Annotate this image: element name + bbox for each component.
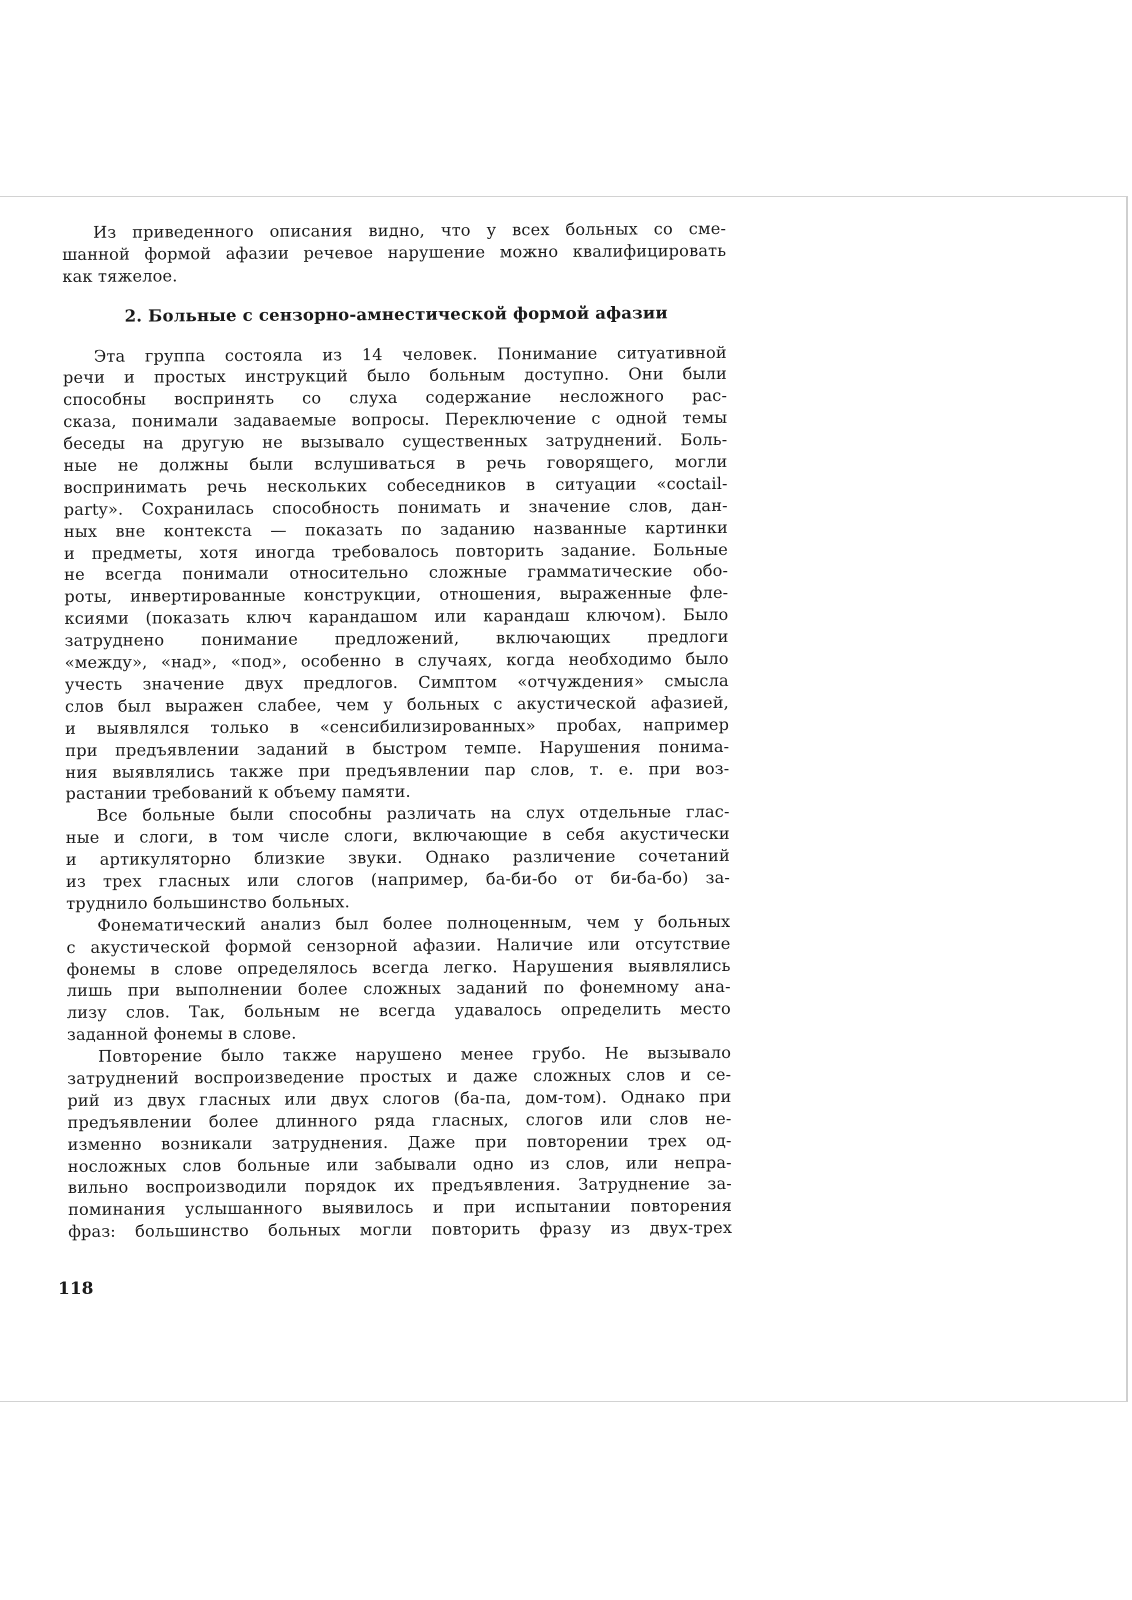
text-line: из трех гласных или слогов (например, ба-би-бо от би-ба-бо) за- xyxy=(65,867,731,891)
text-line: с акустической формой сензорной афазии. Наличие или отсутствие xyxy=(66,933,731,957)
text-line: и предметы, хотя иногда требовалось повторить задание. Больные xyxy=(63,539,729,563)
text-line: поминания услышанного выявилось и при испытании повторения xyxy=(67,1196,733,1220)
text-line: Все больные были способны различать на слух отдельные глас- xyxy=(96,802,730,826)
text-line: Фонематический анализ был более полноценным, чем у больных xyxy=(97,911,731,935)
text-line: рий из двух гласных или двух слогов (ба-па, дом-том). Однако при xyxy=(67,1086,732,1110)
text-line: и выявлялся только в «сенсибилизированных» пробах, например xyxy=(65,714,730,738)
section-heading: 2. Больные с сензорно-амнестической формой афазии xyxy=(124,301,668,326)
text-line: ные и слоги, в том числе слоги, включающие в себя акустически xyxy=(65,824,730,848)
text-line: растании требований к объему памяти. xyxy=(65,782,411,804)
text-line: Из приведенного описания видно, что у всех больных со сме- xyxy=(93,218,727,242)
paragraph-repetition xyxy=(67,1042,732,1243)
text-line: «между», «над», «под», особенно в случаях, когда необходимо было xyxy=(64,648,729,673)
text-line: party». Сохранилась способность понимать и значение слов, дан- xyxy=(63,495,728,519)
text-line: сказа, понимали задаваемые вопросы. Переключение с одной темы xyxy=(63,408,728,432)
text-line: ные не должны были вслушиваться в речь говорящего, могли xyxy=(63,451,728,476)
text-line: шанной формой афазии речевое нарушение можно квалифицировать xyxy=(62,240,727,264)
text-line: вильно воспроизводили порядок их предъявления. Затруднение за- xyxy=(67,1174,732,1198)
text-line: при предъявлении заданий в быстром темпе. Нарушения понима- xyxy=(65,736,730,760)
paragraph-discrimination xyxy=(66,801,731,915)
text-line: лишь при выполнении более сложных заданий по фонемному ана- xyxy=(66,977,731,1001)
intro-paragraph xyxy=(62,218,726,288)
text-line: носложных слов больные или забывали одно из слов, или непра- xyxy=(67,1152,732,1176)
text-line: труднило большинство больных. xyxy=(66,892,350,913)
text-line: ных вне контекста — показать по заданию названные картинки xyxy=(63,517,728,541)
text-line: Повторение было также нарушено менее грубо. Не вызывало xyxy=(98,1043,732,1066)
paragraph-understanding xyxy=(63,342,730,806)
text-line: изменно возникали затруднения. Даже при повторении трех од- xyxy=(67,1130,732,1154)
text-line: фонемы в слове определялось всегда легко. Нарушения выявлялись xyxy=(66,955,731,979)
text-line: как тяжелое. xyxy=(62,266,178,286)
text-line: ксиями (показать ключ карандашом или карандаш ключом). Было xyxy=(64,605,729,629)
text-line: речи и простых инструкций было больным доступно. Они были xyxy=(62,364,727,388)
text-line: роты, инвертированные конструкции, отношения, выраженные фле- xyxy=(64,583,729,607)
text-line: и артикуляторно близкие звуки. Однако различение сочетаний xyxy=(65,845,730,870)
text-line: затруднений воспроизведение простых и даже сложных слов и се- xyxy=(67,1064,732,1088)
text-line: заданной фонемы в слове. xyxy=(66,1023,297,1045)
text-line: фраз: большинство больных могли повторить фразу из двух-трех xyxy=(68,1218,733,1242)
text-line: беседы на другую не вызывало существенных затруднений. Боль- xyxy=(63,430,728,454)
text-line: Эта группа состояла из 14 человек. Понимание ситуативной xyxy=(93,342,727,366)
text-line: учесть значение двух предлогов. Симптом «отчуждения» смысла xyxy=(64,670,729,694)
text-line: слов был выражен слабее, чем у больных с акустической афазией, xyxy=(64,692,730,716)
page-number: 118 xyxy=(58,1279,94,1299)
text-line: лизу слов. Так, больным не всегда удавалось определить место xyxy=(66,999,731,1023)
text-line: воспринимать речь нескольких собеседников в ситуации «coctail- xyxy=(63,473,728,497)
text-line: ния выявлялись также при предъявлении пар слов, т. е. при воз- xyxy=(65,758,730,782)
book-page xyxy=(62,218,732,1243)
text-line: затруднено понимание предложений, включающих предлоги xyxy=(64,627,729,651)
paragraph-phonematic-analysis xyxy=(66,911,731,1046)
text-line: не всегда понимали относительно сложные грамматические обо- xyxy=(64,561,729,585)
text-line: предъявлении более длинного ряда гласных, слогов или слов не- xyxy=(67,1108,732,1132)
text-line: способны воспринять со слуха содержание несложного рас- xyxy=(63,386,728,410)
